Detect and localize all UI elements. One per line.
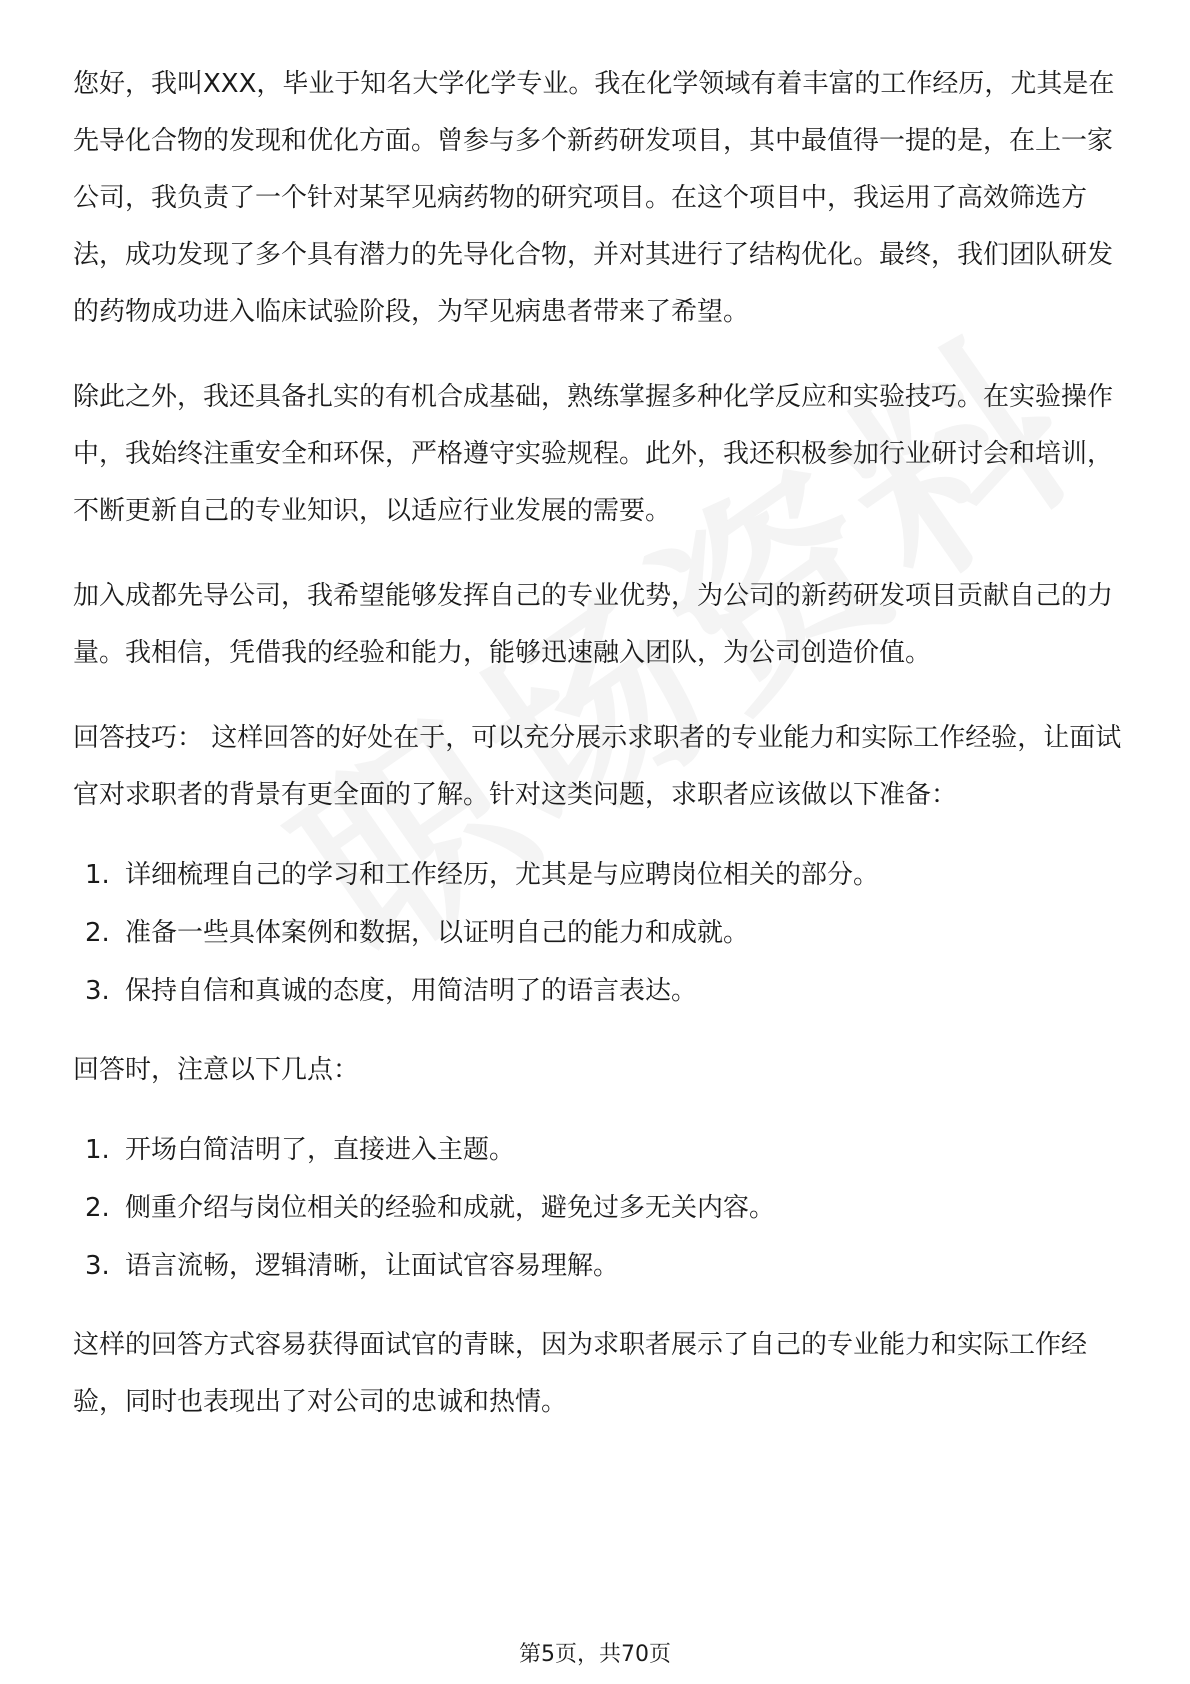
list-number: 2. <box>85 918 110 948</box>
paragraph-motivation: 加入成都先导公司，我希望能够发挥自己的专业优势，为公司的新药研发项目贡献自己的力量。我相信，凭借我的经验和能力，能够迅速融入团队，为公司创造价值。 <box>73 581 1114 668</box>
list-number: 3. <box>85 976 110 1006</box>
list-item <box>73 904 1123 962</box>
list-item-text: 开场白简洁明了，直接进入主题。 <box>125 1135 516 1165</box>
list-number: 1. <box>85 1135 110 1165</box>
paragraph-answer-tips: 回答技巧： 这样回答的好处在于，可以充分展示求职者的专业能力和实际工作经验，让面试官对求职者的背景有更全面的了解。针对这类问题，求职者应该做以下准备： <box>73 723 1122 810</box>
list-item <box>73 1121 1123 1179</box>
list-number: 3. <box>85 1251 110 1281</box>
paragraph-intro: 您好，我叫XXX，毕业于知名大学化学专业。我在化学领域有着丰富的工作经历，尤其是在先导化合物的发现和优化方面。曾参与多个新药研发项目，其中最值得一提的是，在上一家公司，我负责了一个针对某罕见病药物的研究项目。在这个项目中，我运用了高效筛选方法，成功发现了多个具有潜力的先导化合物，并对其进行了结构优化。最终，我们团队研发的药物成功进入临床试验阶段，为罕见病患者带来了希望。 <box>73 69 1115 327</box>
list-item-text: 侧重介绍与岗位相关的经验和成就，避免过多无关内容。 <box>125 1193 776 1223</box>
list-item <box>73 962 1123 1020</box>
paragraph-closing: 这样的回答方式容易获得面试官的青睐，因为求职者展示了自己的专业能力和实际工作经验，同时也表现出了对公司的忠诚和热情。 <box>73 1330 1088 1417</box>
notes-list <box>73 1121 1123 1295</box>
list-item-text: 详细梳理自己的学习和工作经历，尤其是与应聘岗位相关的部分。 <box>125 860 880 890</box>
preparation-list <box>73 846 1123 1020</box>
list-item-text: 保持自信和真诚的态度，用简洁明了的语言表达。 <box>125 976 698 1006</box>
list-item-text: 语言流畅，逻辑清晰，让面试官容易理解。 <box>125 1251 620 1281</box>
list-item <box>73 1237 1123 1295</box>
list-item-text: 准备一些具体案例和数据，以证明自己的能力和成就。 <box>125 918 750 948</box>
document-body <box>73 56 1123 1459</box>
notes-heading: 回答时，注意以下几点： <box>73 1055 360 1085</box>
page-number: 第5页，共70页 <box>519 1642 671 1667</box>
list-item <box>73 846 1123 904</box>
paragraph-skills: 除此之外，我还具备扎实的有机合成基础，熟练掌握多种化学反应和实验技巧。在实验操作中，我始终注重安全和环保，严格遵守实验规程。此外，我还积极参加行业研讨会和培训，不断更新自己的专业知识，以适应行业发展的需要。 <box>73 382 1114 526</box>
list-number: 1. <box>85 860 110 890</box>
list-item <box>73 1179 1123 1237</box>
list-number: 2. <box>85 1193 110 1223</box>
